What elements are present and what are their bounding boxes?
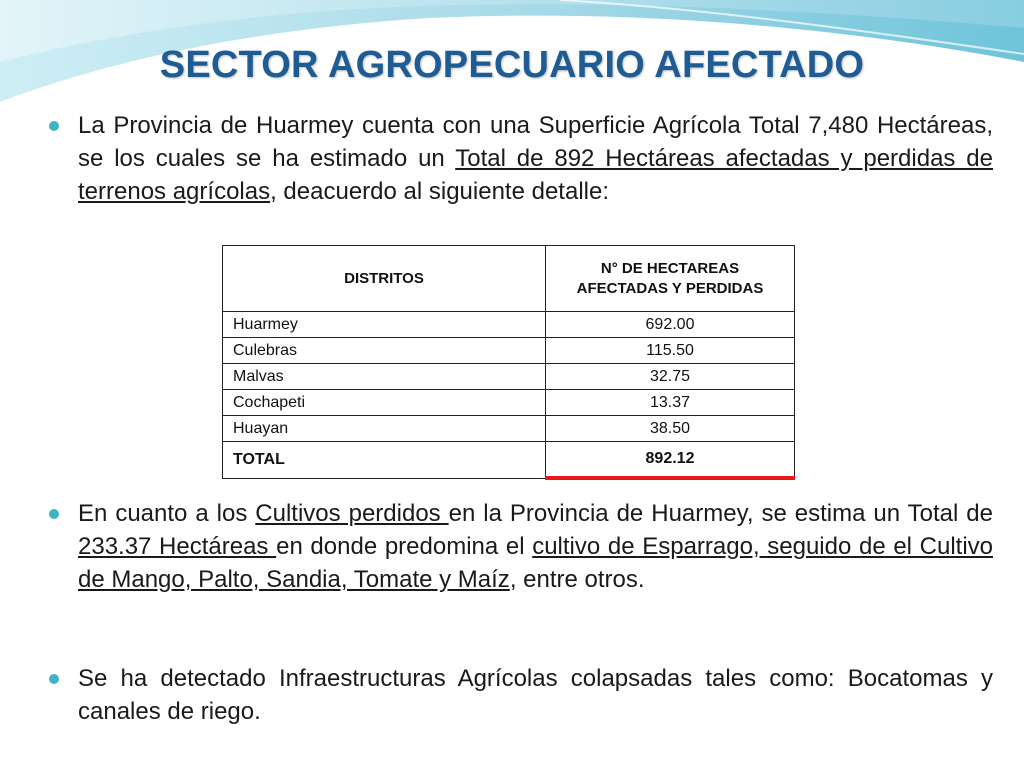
districts-table (222, 245, 795, 480)
total-label-cell: TOTAL (223, 442, 546, 479)
district-cell: Culebras (223, 338, 546, 364)
district-cell: Huarmey (223, 312, 546, 338)
column-header-distritos: DISTRITOS (223, 246, 546, 312)
table-row (223, 338, 795, 364)
total-value-cell: 892.12 (546, 442, 795, 479)
bullet-paragraph-superficie: La Provincia de Huarmey cuenta con una Superficie Agrícola Total 7,480 Hectáreas, se los cuales se ha estimado un Total de 892 Hectáreas afectadas y perdidas de terrenos agrícolas, deacuerdo al siguiente detalle: (78, 109, 993, 208)
hectares-cell: 32.75 (546, 364, 795, 390)
district-cell: Cochapeti (223, 390, 546, 416)
table-total-row (223, 442, 795, 479)
hectares-cell: 115.50 (546, 338, 795, 364)
table-header-row (223, 246, 795, 312)
table-row (223, 390, 795, 416)
table-row (223, 312, 795, 338)
bullet-dot-icon (49, 674, 59, 684)
slide-title: SECTOR AGROPECUARIO AFECTADO (159, 44, 865, 86)
bullet-paragraph-cultivos: En cuanto a los Cultivos perdidos en la Provincia de Huarmey, se estima un Total de 233.37 Hectáreas en donde predomina el cultivo de Esparrago, seguido de el Cultivo de Mango, Palto, Sandia, Tomate y Maíz, entre otros. (78, 497, 993, 596)
table-row (223, 416, 795, 442)
district-cell: Malvas (223, 364, 546, 390)
bullet-paragraph-infraestructuras: Se ha detectado Infraestructuras Agrícolas colapsadas tales como: Bocatomas y canales de riego. (78, 662, 993, 728)
table-row (223, 364, 795, 390)
hectares-cell: 692.00 (546, 312, 795, 338)
district-cell: Huayan (223, 416, 546, 442)
bullet-dot-icon (49, 121, 59, 131)
hectares-cell: 13.37 (546, 390, 795, 416)
hectares-cell: 38.50 (546, 416, 795, 442)
bullet-dot-icon (49, 509, 59, 519)
column-header-hectareas: N° DE HECTAREAS AFECTADAS Y PERDIDAS (546, 246, 795, 312)
